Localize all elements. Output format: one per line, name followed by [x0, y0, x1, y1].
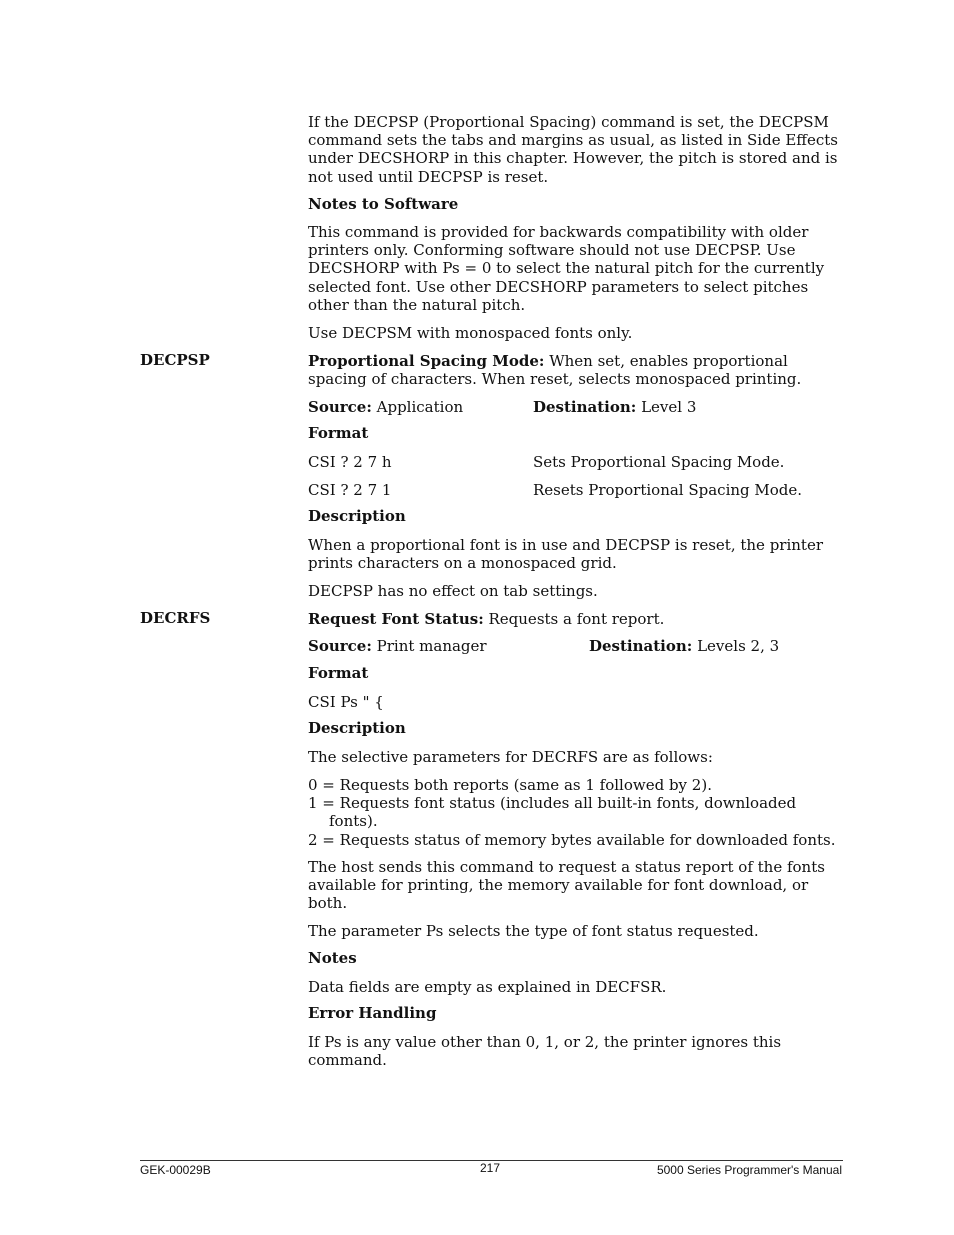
list-item: 1 = Requests font status (includes all built-in fonts, downloaded: [308, 794, 797, 813]
decrfs-dest-label: Destination:: [589, 637, 693, 655]
intro-paragraph: If the DECPSP (Proportional Spacing) command is set, the DECPSM command sets the tabs and margins as usual, as listed in Side Effects under DECSHORP in this chapter. However, the pitch is stored and is not used until DECPSP is reset.: [308, 113, 838, 186]
decrfs-source-value: Print manager: [371, 637, 487, 655]
notes-to-software-text: This command is provided for backwards compatibility with older printers only. Conforming software should not use DECPSP. Use DECSHORP with Ps = 0 to select the natural pitch for the currently selected font. Use other DECSHORP parameters to select pitches other than the natural pitch.: [308, 223, 825, 314]
decpsm-monospaced-note: Use DECPSM with monospaced fonts only.: [308, 324, 633, 342]
decpsp-format-desc: Sets Proportional Spacing Mode.: [533, 453, 785, 471]
decrfs-title-paragraph: [308, 610, 848, 628]
decrfs-label: DECRFS: [140, 609, 211, 627]
decrfs-notes-text: Data fields are empty as explained in DECFSR.: [308, 978, 667, 996]
decrfs-parameter-text: The parameter Ps selects the type of font status requested.: [308, 922, 759, 940]
decpsp-source-dest-row: [308, 398, 848, 416]
decrfs-error-heading: Error Handling: [308, 1004, 437, 1022]
decpsp-format-row: [308, 481, 848, 499]
decrfs-notes-heading: Notes: [308, 949, 357, 967]
decrfs-host-request-text: The host sends this command to request a status report of the fonts available for printing, the memory available for font download, or both.: [308, 858, 825, 913]
decpsp-description-text: When a proportional font is in use and DECPSP is reset, the printer prints characters on a monospaced grid.: [308, 536, 824, 573]
decpsp-format-code: CSI ? 2 7 h: [308, 453, 392, 471]
decpsp-title-text: When set, enables proportional spacing of characters. When reset, selects monospaced printing.: [308, 352, 802, 389]
footer-manual-title: 5000 Series Programmer's Manual: [656, 1163, 842, 1177]
decrfs-parameter-list: [308, 776, 848, 849]
decpsp-description-heading: Description: [308, 507, 406, 525]
decrfs-destination: [589, 637, 779, 655]
list-item: 0 = Requests both reports (same as 1 followed by 2).: [308, 776, 712, 794]
decrfs-title-text: Requests a font report.: [483, 610, 665, 628]
list-item: 2 = Requests status of memory bytes available for downloaded fonts.: [308, 830, 836, 849]
decpsp-format-desc: Resets Proportional Spacing Mode.: [533, 481, 803, 499]
decpsp-dest-value: Level 3: [636, 398, 697, 416]
decpsp-format-code: CSI ? 2 7 1: [308, 481, 392, 499]
decpsp-dest-label: Destination:: [533, 398, 637, 416]
decpsp-source-label: Source:: [308, 398, 372, 416]
decpsp-title-paragraph: [308, 352, 848, 388]
decpsp-title: Proportional Spacing Mode:: [308, 352, 545, 370]
list-item-continuation: fonts).: [329, 812, 378, 831]
decpsp-format-row: [308, 453, 848, 471]
decpsp-tab-note: DECPSP has no effect on tab settings.: [308, 582, 598, 600]
decrfs-description-intro: The selective parameters for DECRFS are as follows:: [308, 748, 713, 766]
decrfs-format-heading: Format: [308, 664, 369, 682]
decrfs-description-heading: Description: [308, 719, 406, 737]
decrfs-format-code: CSI Ps " {: [308, 693, 384, 711]
decpsp-format-heading: Format: [308, 424, 369, 442]
decrfs-title: Request Font Status:: [308, 610, 484, 628]
decpsp-label: DECPSP: [140, 351, 210, 369]
decrfs-source-label: Source:: [308, 637, 372, 655]
decpsp-source-value: Application: [371, 398, 464, 416]
decpsp-destination: [533, 398, 696, 416]
decrfs-source-dest-row: [308, 637, 848, 655]
footer-doc-id: GEK-00029B: [140, 1163, 211, 1177]
footer-page-number: 217: [480, 1161, 501, 1175]
decrfs-dest-value: Levels 2, 3: [692, 637, 780, 655]
decrfs-error-text: If Ps is any value other than 0, 1, or 2, the printer ignores this command.: [308, 1033, 782, 1070]
notes-to-software-heading: Notes to Software: [308, 195, 459, 213]
